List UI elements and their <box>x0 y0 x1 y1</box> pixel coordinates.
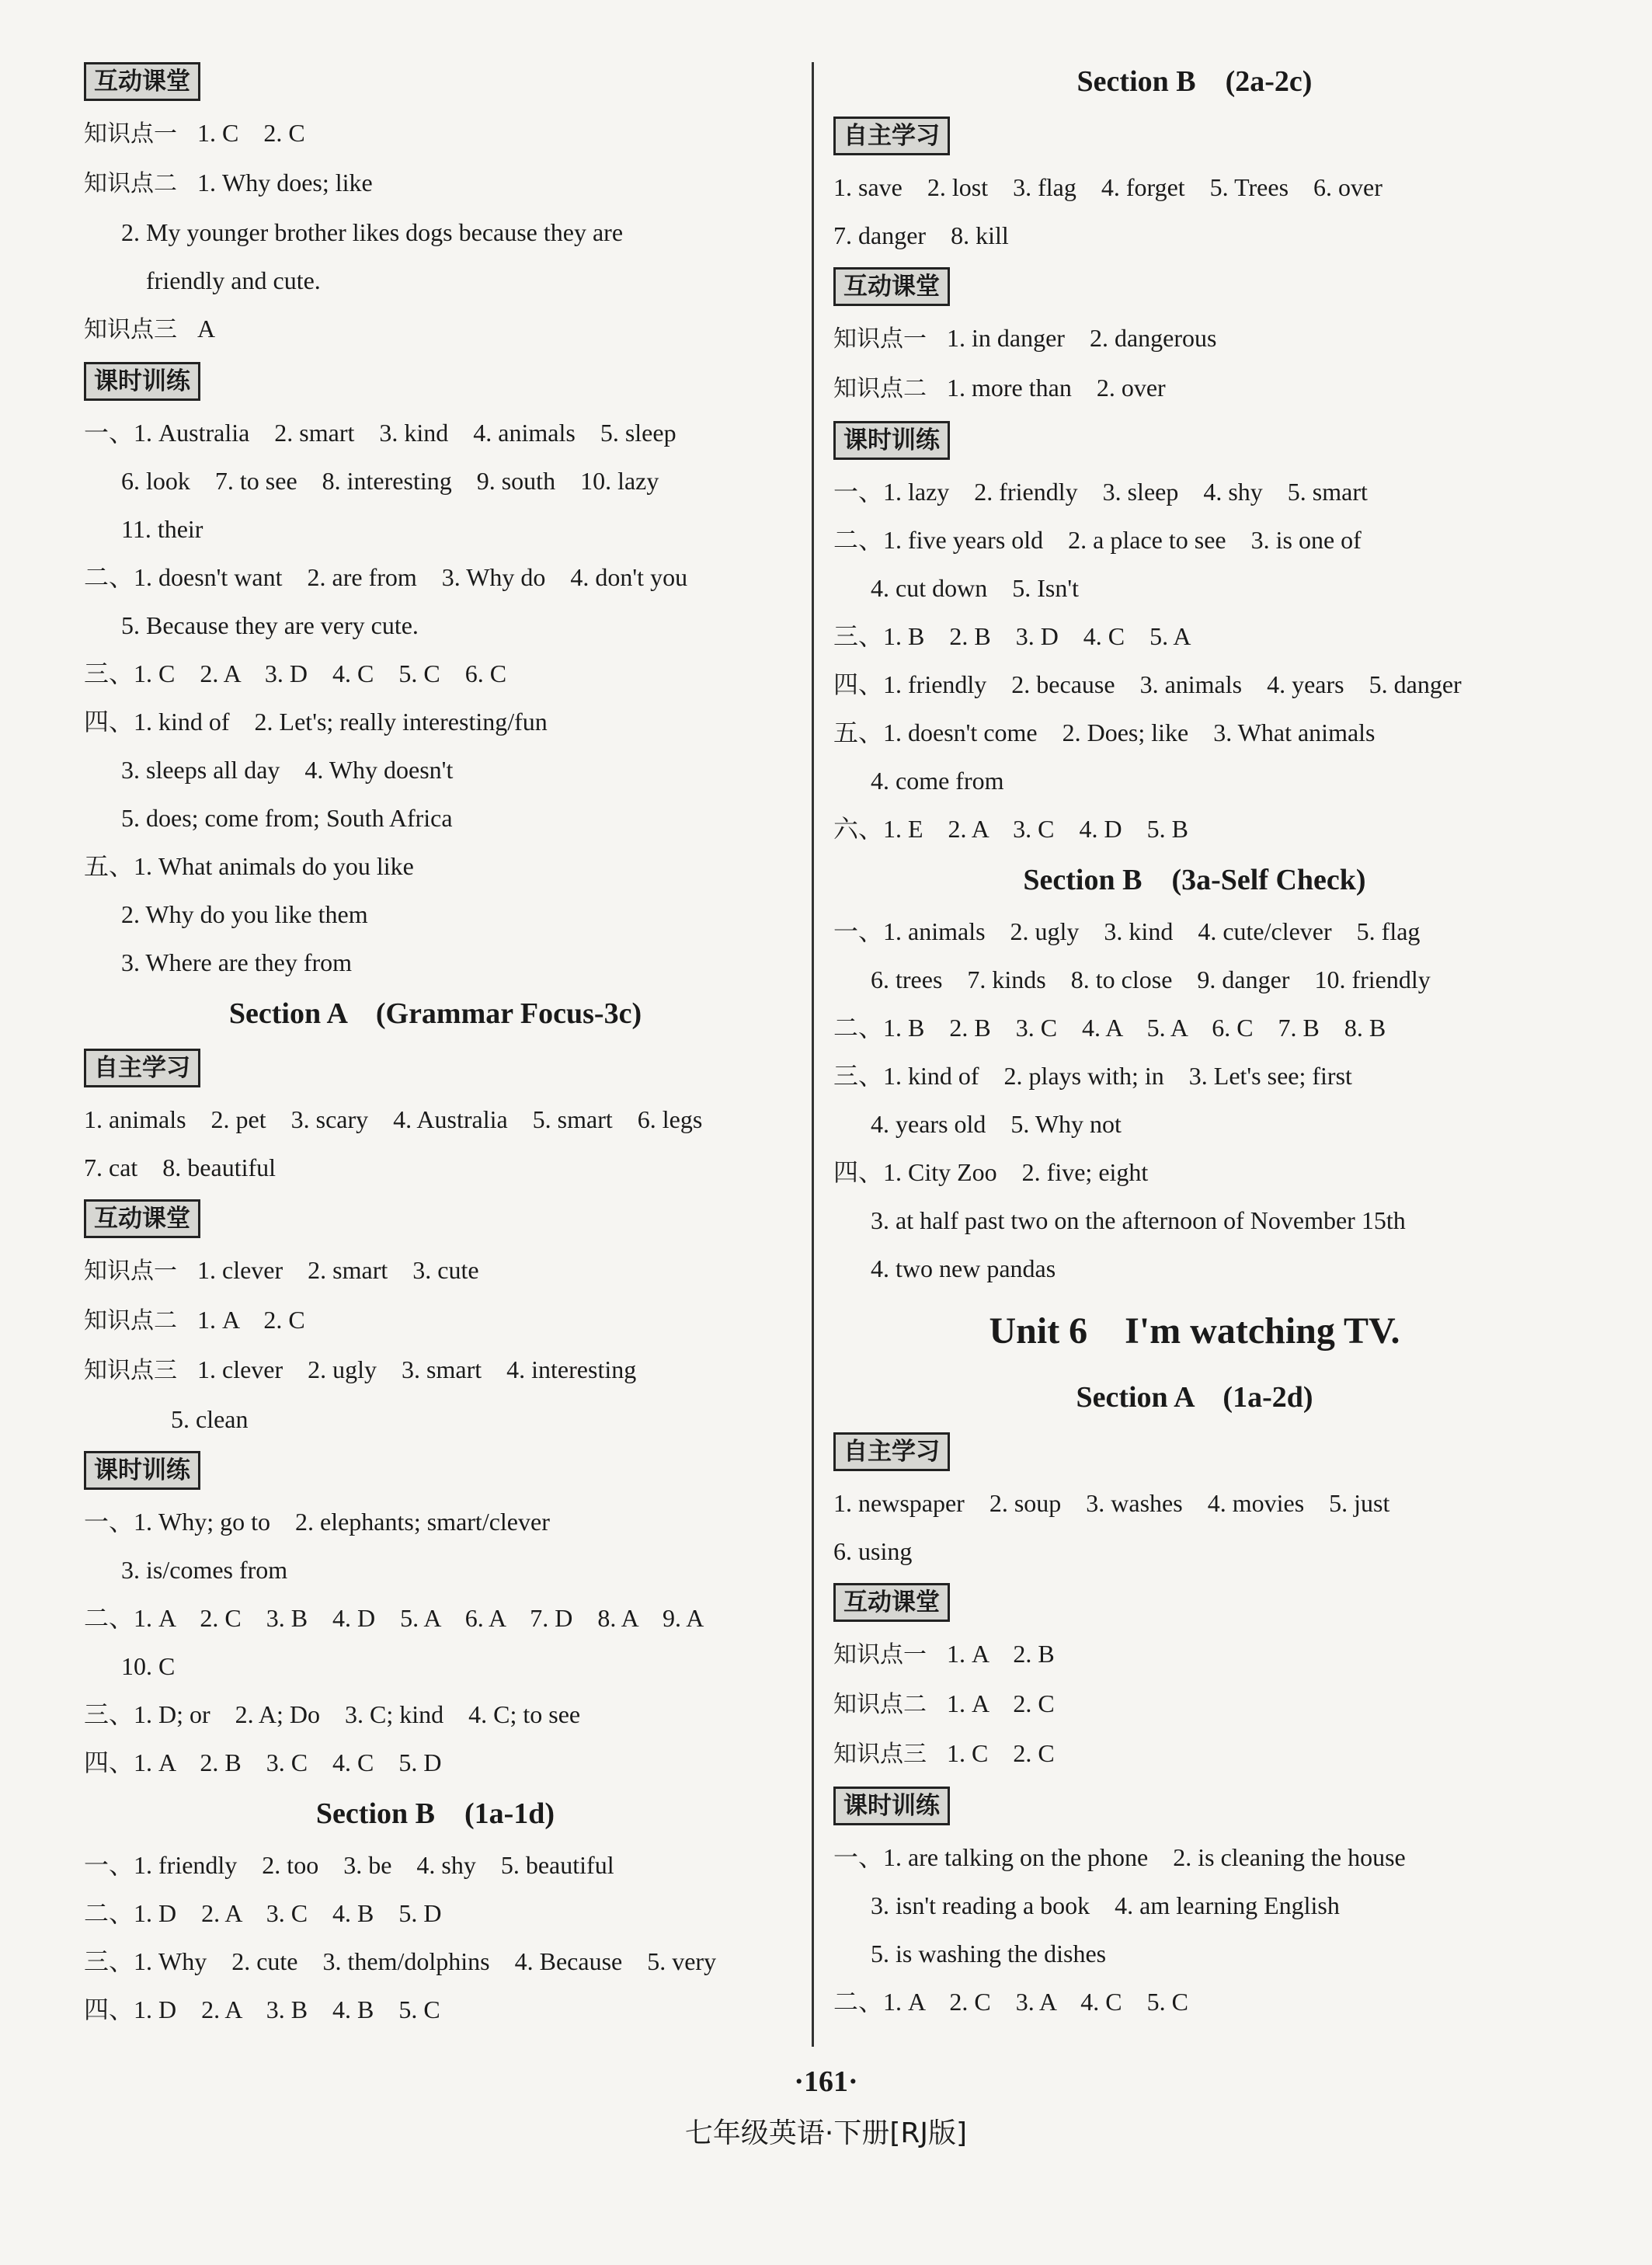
answer-text: 一、1. lazy 2. friendly 3. sleep 4. shy 5. smart <box>833 478 1368 506</box>
answer-text: 6. trees 7. kinds 8. to close 9. danger 10. friendly <box>871 965 1431 993</box>
answer-line <box>833 516 1556 564</box>
knowledge-point-label: 知识点一 <box>84 1258 177 1285</box>
answer-line <box>84 505 787 553</box>
knowledge-point-label: 知识点一 <box>833 325 927 353</box>
answer-line <box>84 601 787 649</box>
answer-line <box>84 409 787 457</box>
answer-line <box>833 211 1556 259</box>
answer-text: 一、1. friendly 2. too 3. be 4. shy 5. beautiful <box>84 1851 614 1879</box>
answer-line <box>833 468 1556 516</box>
answer-line <box>84 1690 787 1738</box>
answer-text: 1. clever 2. smart 3. cute <box>197 1256 479 1284</box>
answer-text: 一、1. are talking on the phone 2. is cleaning the house <box>833 1843 1406 1871</box>
answer-line <box>84 698 787 746</box>
answer-text: 4. come from <box>871 767 1004 795</box>
answer-line <box>833 1244 1556 1293</box>
answer-text: 3. Where are they from <box>121 948 353 976</box>
section-tag: 课时训练 <box>84 362 200 401</box>
answer-text: friendly and cute. <box>121 266 321 294</box>
answer-text: A <box>197 315 216 343</box>
knowledge-point-label: 知识点二 <box>84 1307 177 1334</box>
answer-line <box>833 1729 1556 1779</box>
answer-text: 一、1. Australia 2. smart 3. kind 4. animals 5. sleep <box>84 419 676 447</box>
column-divider <box>812 62 814 2047</box>
answer-text: 1. newspaper 2. soup 3. washes 4. movies 5. just <box>833 1489 1390 1517</box>
left-column <box>84 54 787 2034</box>
knowledge-point-label: 知识点三 <box>84 316 177 343</box>
answer-text: 五、1. doesn't come 2. Does; like 3. What animals <box>833 718 1376 746</box>
answer-text: 四、1. D 2. A 3. B 4. B 5. C <box>84 1995 440 2023</box>
answer-text: 4. years old 5. Why not <box>871 1110 1122 1138</box>
answer-line <box>833 955 1556 1004</box>
section-tag: 互动课堂 <box>833 1583 950 1622</box>
answer-text: 3. at half past two on the afternoon of November 15th <box>871 1206 1406 1234</box>
right-column <box>833 54 1556 2026</box>
section-tag-row <box>833 413 1556 468</box>
section-tag: 互动课堂 <box>84 62 200 101</box>
answer-text: 1. in danger 2. dangerous <box>947 324 1217 352</box>
answer-line <box>84 1985 787 2034</box>
answer-line <box>84 158 787 208</box>
answer-text: 二、1. doesn't want 2. are from 3. Why do 4. don't you <box>84 563 688 591</box>
answer-text: 1. more than 2. over <box>947 374 1166 402</box>
answer-text: 二、1. A 2. C 3. A 4. C 5. C <box>833 1988 1188 2016</box>
answer-text: 1. clever 2. ugly 3. smart 4. interesting <box>197 1355 637 1383</box>
answer-line <box>84 1642 787 1690</box>
answer-line <box>84 842 787 890</box>
section-tag-row <box>833 109 1556 163</box>
section-heading: Section A (Grammar Focus-3c) <box>228 997 642 1030</box>
answer-line <box>84 256 787 304</box>
answer-line <box>833 612 1556 660</box>
answer-line <box>833 660 1556 708</box>
answer-text: 三、1. kind of 2. plays with; in 3. Let's see; first <box>833 1062 1352 1090</box>
answer-line <box>833 1679 1556 1729</box>
answer-line <box>84 553 787 601</box>
unit-heading: Unit 6 I'm watching TV. <box>989 1310 1400 1352</box>
answer-line <box>84 1395 787 1443</box>
answer-text: 5. does; come from; South Africa <box>121 804 453 832</box>
answer-line <box>84 1095 787 1143</box>
answer-line <box>833 314 1556 364</box>
answer-text: 一、1. animals 2. ugly 3. kind 4. cute/clever 5. flag <box>833 917 1421 945</box>
answer-line <box>84 1889 787 1937</box>
answer-text: 二、1. five years old 2. a place to see 3. is one of <box>833 526 1362 554</box>
answer-text: 10. C <box>121 1652 176 1680</box>
section-tag: 自主学习 <box>833 1432 950 1471</box>
answer-line <box>833 1100 1556 1148</box>
answer-text: 3. isn't reading a book 4. am learning English <box>871 1891 1340 1919</box>
answer-text: 四、1. A 2. B 3. C 4. C 5. D <box>84 1748 442 1776</box>
answer-line <box>84 457 787 505</box>
answer-text: 1. A 2. C <box>197 1306 305 1334</box>
section-tag-row <box>833 1575 1556 1630</box>
answer-line <box>833 1527 1556 1575</box>
answer-line <box>84 746 787 794</box>
answer-text: 5. Because they are very cute. <box>121 611 419 639</box>
knowledge-point-label: 知识点二 <box>833 375 927 402</box>
section-tag: 互动课堂 <box>833 267 950 306</box>
answer-text: 2. My younger brother likes dogs because they are <box>121 218 624 246</box>
book-title: 七年级英语·下册[RJ版] <box>684 2117 968 2149</box>
answer-line <box>833 1978 1556 2026</box>
answer-text: 二、1. A 2. C 3. B 4. D 5. A 6. A 7. D 8. A 9. A <box>84 1604 704 1632</box>
section-tag-row <box>84 54 787 109</box>
answer-line <box>833 1881 1556 1929</box>
answer-text: 7. danger 8. kill <box>833 221 1009 249</box>
answer-line <box>84 938 787 986</box>
answer-text: 四、1. City Zoo 2. five; eight <box>833 1158 1149 1186</box>
knowledge-point-label: 知识点二 <box>84 170 177 197</box>
knowledge-point-label: 知识点三 <box>84 1357 177 1384</box>
answer-line <box>833 364 1556 413</box>
section-tag-row <box>84 1443 787 1498</box>
section-heading: Section A (1a-2d) <box>1076 1381 1313 1414</box>
answer-line <box>84 109 787 158</box>
section-heading: Section B (2a-2c) <box>1076 65 1313 98</box>
section-tag-row <box>84 1041 787 1095</box>
answer-line <box>84 649 787 698</box>
answer-text: 四、1. kind of 2. Let's; really interesting/fun <box>84 708 548 736</box>
answer-line <box>833 1004 1556 1052</box>
answer-text: 5. clean <box>121 1405 249 1433</box>
answer-text: 六、1. E 2. A 3. C 4. D 5. B <box>833 815 1188 843</box>
knowledge-point-label: 知识点一 <box>833 1641 927 1668</box>
section-heading: Section B (3a-Self Check) <box>1023 864 1366 896</box>
answer-line <box>84 208 787 256</box>
section-tag: 互动课堂 <box>84 1199 200 1238</box>
answer-line <box>84 890 787 938</box>
section-tag-row <box>84 354 787 409</box>
answer-text: 二、1. D 2. A 3. C 4. B 5. D <box>84 1899 442 1927</box>
answer-line <box>833 805 1556 853</box>
answer-text: 1. animals 2. pet 3. scary 4. Australia 5. smart 6. legs <box>84 1105 703 1133</box>
answer-text: 4. two new pandas <box>871 1254 1056 1282</box>
answer-text: 3. is/comes from <box>121 1556 288 1584</box>
answer-text: 1. save 2. lost 3. flag 4. forget 5. Trees 6. over <box>833 173 1382 201</box>
answer-line <box>833 163 1556 211</box>
answer-line <box>833 1148 1556 1196</box>
answer-text: 三、1. Why 2. cute 3. them/dolphins 4. Because 5. very <box>84 1947 717 1975</box>
answer-line <box>833 564 1556 612</box>
answer-text: 5. is washing the dishes <box>871 1940 1107 1968</box>
page-number: ·161· <box>794 2065 858 2098</box>
answer-text: 1. Why does; like <box>197 169 373 197</box>
answer-line <box>833 1833 1556 1881</box>
answer-text: 1. C 2. C <box>947 1739 1055 1767</box>
answer-line <box>833 757 1556 805</box>
section-tag-row <box>84 1192 787 1246</box>
answer-line <box>84 794 787 842</box>
answer-line <box>84 1296 787 1345</box>
answer-line <box>84 1841 787 1889</box>
answer-text: 三、1. C 2. A 3. D 4. C 5. C 6. C <box>84 659 507 687</box>
answer-line <box>84 1738 787 1787</box>
section-tag-row <box>833 259 1556 314</box>
section-tag: 课时训练 <box>84 1451 200 1490</box>
answer-text: 四、1. friendly 2. because 3. animals 4. years 5. danger <box>833 670 1462 698</box>
knowledge-point-label: 知识点三 <box>833 1741 927 1768</box>
section-tag: 课时训练 <box>833 1787 950 1825</box>
answer-line <box>833 1196 1556 1244</box>
answer-line <box>833 1630 1556 1679</box>
answer-line <box>84 304 787 354</box>
section-tag: 自主学习 <box>84 1049 200 1087</box>
answer-text: 二、1. B 2. B 3. C 4. A 5. A 6. C 7. B 8. B <box>833 1014 1386 1042</box>
knowledge-point-label: 知识点一 <box>84 120 177 148</box>
answer-line <box>833 708 1556 757</box>
answer-text: 4. cut down 5. Isn't <box>871 574 1079 602</box>
section-heading: Section B (1a-1d) <box>315 1797 555 1830</box>
answer-text: 三、1. B 2. B 3. D 4. C 5. A <box>833 622 1191 650</box>
answer-line <box>84 1143 787 1192</box>
section-tag: 自主学习 <box>833 117 950 155</box>
answer-text: 三、1. D; or 2. A; Do 3. C; kind 4. C; to see <box>84 1700 581 1728</box>
answer-line <box>833 1052 1556 1100</box>
answer-text: 2. Why do you like them <box>121 900 368 928</box>
answer-line <box>84 1498 787 1546</box>
answer-text: 1. A 2. B <box>947 1640 1055 1668</box>
answer-text: 6. using <box>833 1537 913 1565</box>
answer-text: 6. look 7. to see 8. interesting 9. south 10. lazy <box>121 467 659 495</box>
section-tag-row <box>833 1425 1556 1479</box>
answer-text: 1. A 2. C <box>947 1689 1055 1717</box>
answer-line <box>84 1937 787 1985</box>
answer-text: 五、1. What animals do you like <box>84 852 414 880</box>
answer-text: 3. sleeps all day 4. Why doesn't <box>121 756 454 784</box>
answer-line <box>833 1479 1556 1527</box>
answer-line <box>84 1345 787 1395</box>
answer-line <box>84 1246 787 1296</box>
answer-line <box>84 1546 787 1594</box>
answer-text: 7. cat 8. beautiful <box>84 1153 276 1181</box>
section-tag-row <box>833 1779 1556 1833</box>
answer-line <box>833 1929 1556 1978</box>
answer-text: 一、1. Why; go to 2. elephants; smart/clever <box>84 1508 550 1536</box>
knowledge-point-label: 知识点二 <box>833 1691 927 1718</box>
answer-line <box>84 1594 787 1642</box>
section-tag: 课时训练 <box>833 421 950 460</box>
answer-text: 1. C 2. C <box>197 119 305 147</box>
answer-line <box>833 907 1556 955</box>
answer-text: 11. their <box>121 515 203 543</box>
